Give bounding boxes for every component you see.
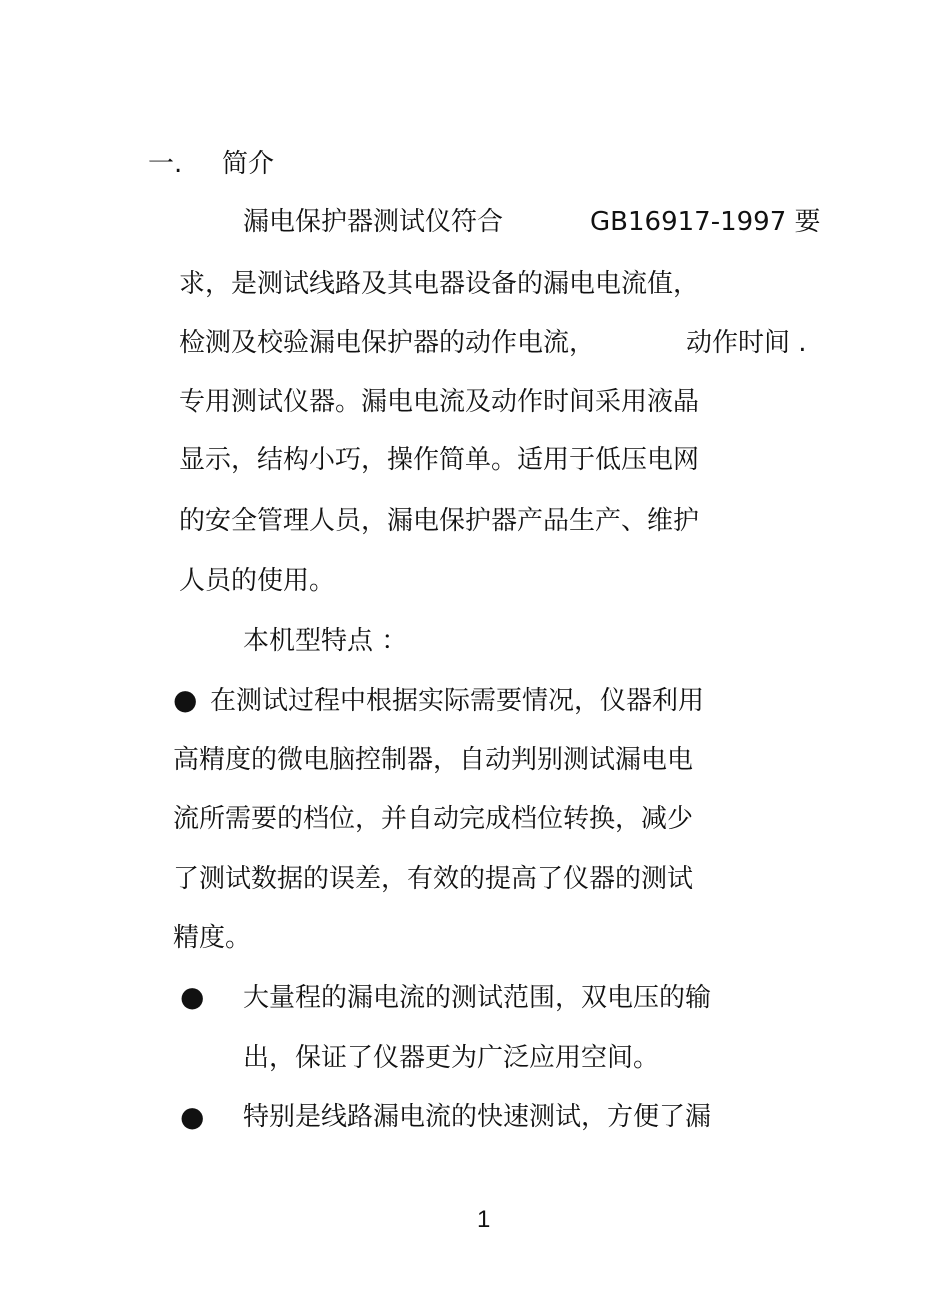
section-title: 简介 <box>222 149 275 179</box>
feature2-line-1: 大量程的漏电流的测试范围，双电压的输 <box>243 983 712 1013</box>
feature3-line-1: 特别是线路漏电流的快速测试，方便了漏 <box>243 1102 712 1132</box>
intro-line-5: 显示，结构小巧，操作简单。适用于低压电网 <box>179 445 700 475</box>
intro-line-6: 的安全管理人员，漏电保护器产品生产、维护 <box>179 506 700 536</box>
feature2-line-2: 出，保证了仪器更为广泛应用空间。 <box>243 1043 660 1073</box>
page-number: 1 <box>477 1206 491 1233</box>
bullet-icon: ● <box>173 683 198 716</box>
features-heading: 本机型特点 ： <box>243 626 408 656</box>
bullet-icon: ● <box>180 1100 205 1133</box>
intro-line-1b: GB16917-1997 要 <box>590 207 821 237</box>
feature1-line-1: 在测试过程中根据实际需要情况，仪器利用 <box>210 686 705 716</box>
intro-line-3b: 动作时间 . <box>686 328 807 358</box>
feature1-line-2: 高精度的微电脑控制器，自动判别测试漏电电 <box>173 745 694 775</box>
section-number: 一. <box>148 149 183 179</box>
intro-line-1a: 漏电保护器测试仪符合 <box>243 207 504 237</box>
intro-line-3a: 检测及校验漏电保护器的动作电流， <box>179 328 596 358</box>
intro-line-4: 专用测试仪器。漏电电流及动作时间采用液晶 <box>179 387 700 417</box>
intro-line-7: 人员的使用。 <box>179 566 336 596</box>
feature1-line-5: 精度。 <box>173 923 252 953</box>
feature1-line-4: 了测试数据的误差，有效的提高了仪器的测试 <box>173 864 694 894</box>
bullet-icon: ● <box>180 980 205 1013</box>
intro-line-2: 求，是测试线路及其电器设备的漏电电流值， <box>179 269 700 299</box>
feature1-line-3: 流所需要的档位，并自动完成档位转换，减少 <box>173 804 694 834</box>
